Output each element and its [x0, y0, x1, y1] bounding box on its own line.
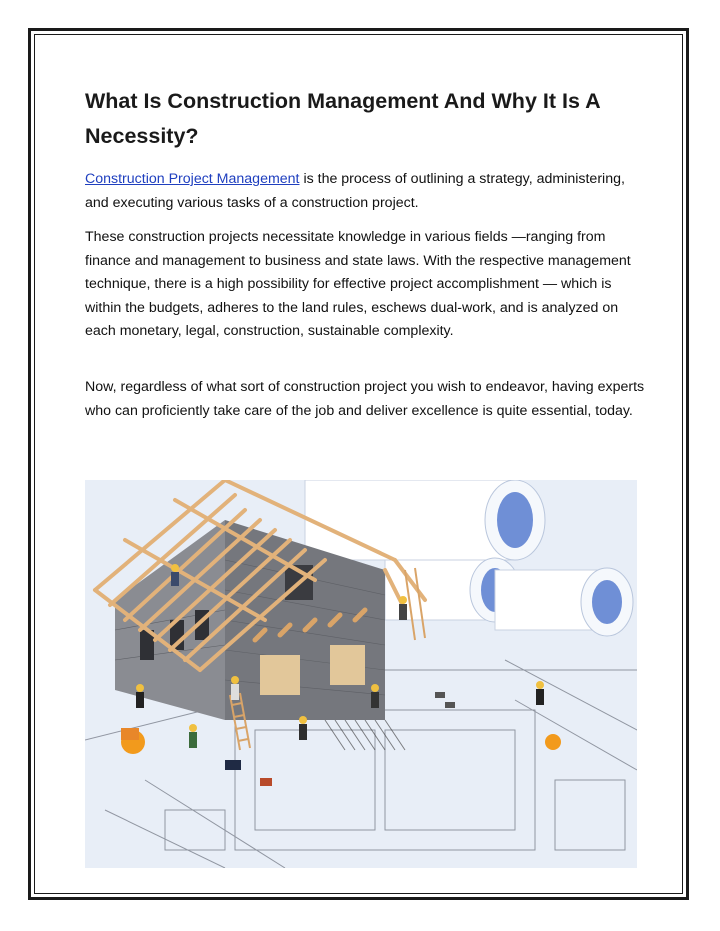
intro-paragraph-text: is the process of outlining a strategy, administering, and executing various tasks of a construction project.	[85, 171, 625, 211]
worker-roof	[171, 564, 179, 586]
worker-center	[299, 716, 307, 740]
intro-paragraph	[85, 168, 645, 215]
worker-right-side	[371, 684, 379, 708]
house-blueprint-svg	[85, 480, 637, 868]
body-paragraph-fields: These construction projects necessitate knowledge in various fields —ranging from finance and management to business and state laws. With the respective management technique, there is a high possibility for effective project accomplishment — which is within the budgets, adheres to the land rules, eschews dual-work, and is analyzed on each monetary, legal, construction, sustainable complexity.	[85, 229, 631, 339]
worker-left	[136, 684, 144, 708]
worker-roof-right	[399, 596, 407, 620]
worker-front	[189, 724, 197, 748]
construction-project-management-link[interactable]: Construction Project Management	[85, 171, 300, 187]
worker-far-right	[536, 681, 544, 705]
article-title: What Is Construction Management And Why It Is A Necessity?	[85, 89, 600, 148]
construction-house-illustration	[85, 480, 637, 868]
worker-ladder	[231, 676, 239, 700]
body-paragraph-experts: Now, regardless of what sort of construction project you wish to endeavor, having experts who can proficiently take care of the job and deliver excellence is quite essential, today.	[85, 379, 645, 419]
